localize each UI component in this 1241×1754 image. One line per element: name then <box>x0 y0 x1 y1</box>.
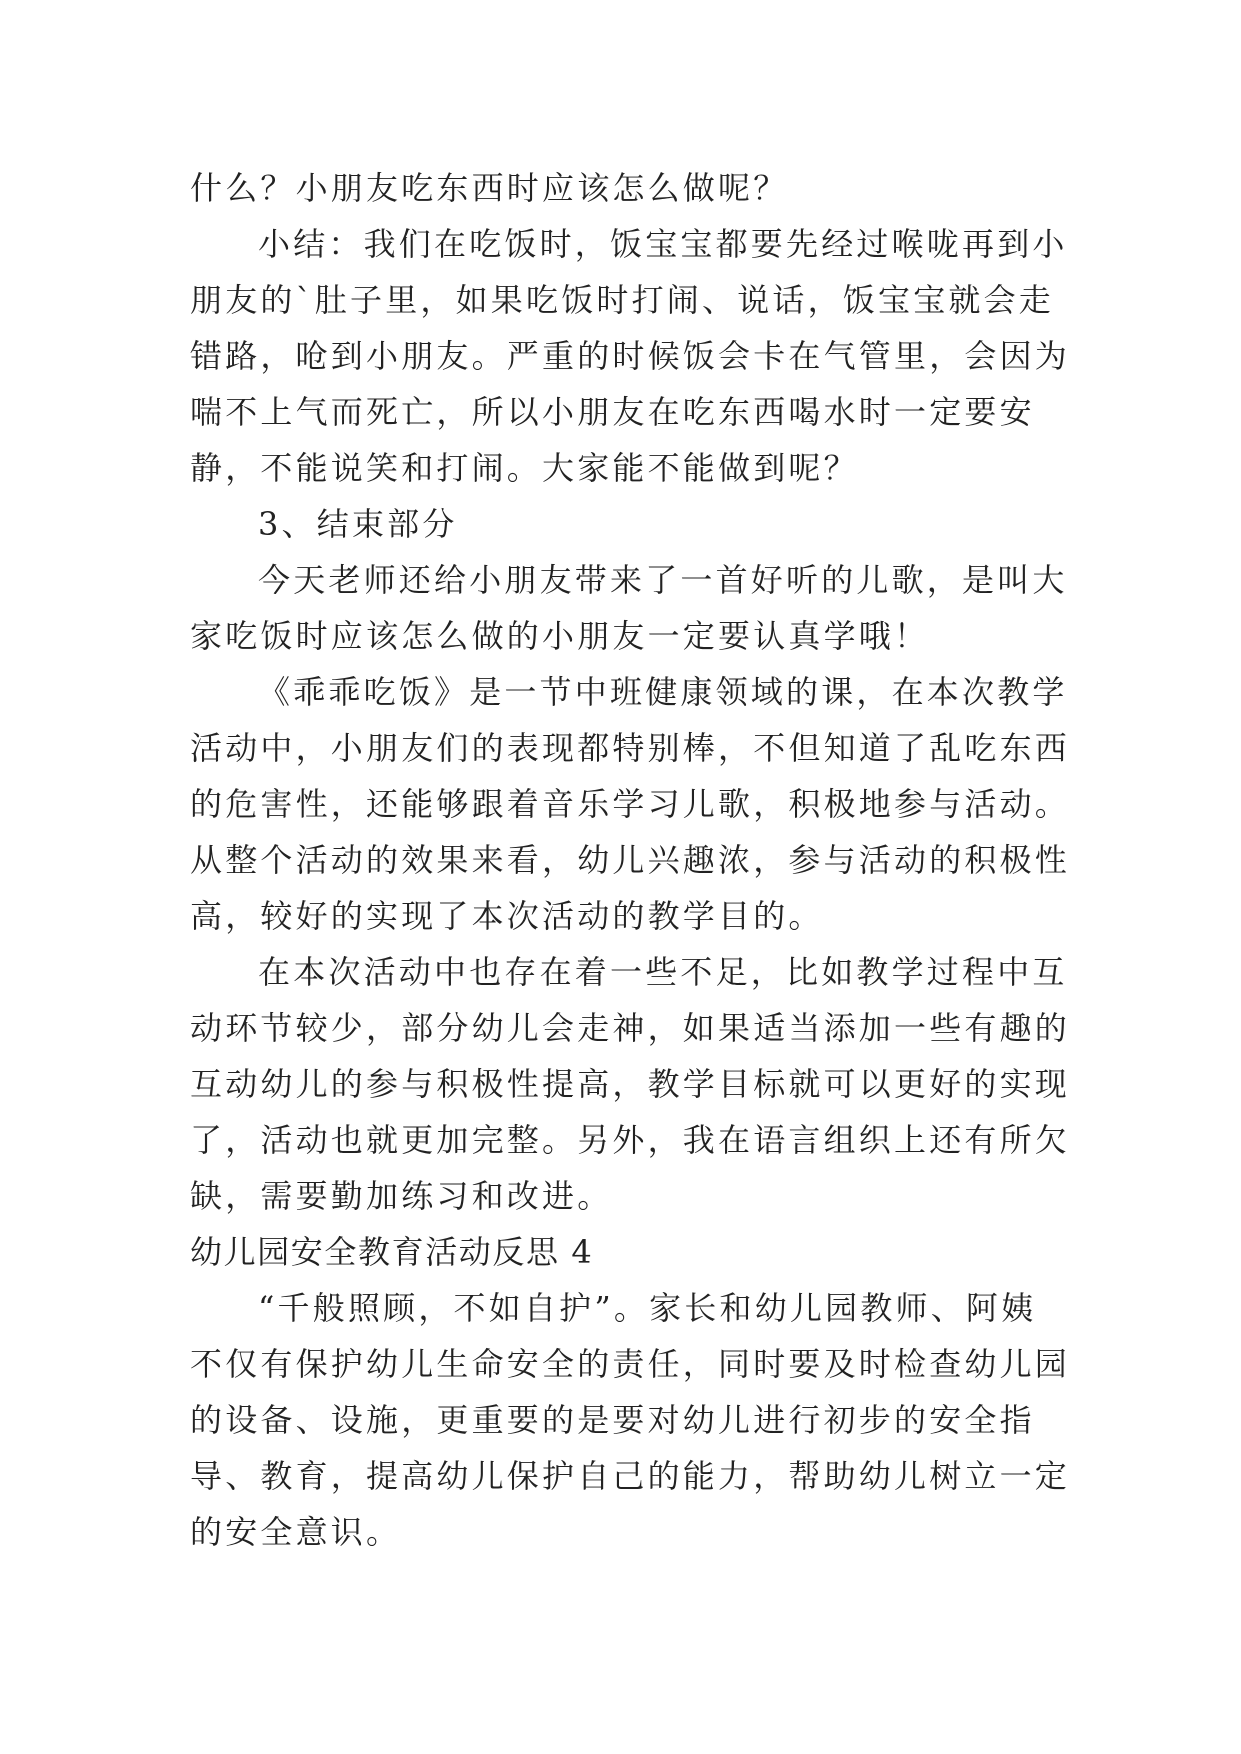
section-heading-ending: 3、结束部分 <box>258 505 458 543</box>
paragraph-continuation: 什么？小朋友吃东西时应该怎么做呢？ <box>190 169 789 207</box>
section-title: 幼儿园安全教育活动反思 4 <box>190 1233 594 1271</box>
paragraph-safety-intro: “千般照顾，不如自护”。家长和幼儿园教师、阿姨不仅有保护幼儿生命安全的责任，同时要及时检查幼儿园的设备、设施，更重要的是要对幼儿进行初步的安全指导、教育，提高幼儿保护自己的能力，帮助幼儿树立一定的安全意识。 <box>190 1289 1071 1551</box>
paragraph-summary: 小结：我们在吃饭时，饭宝宝都要先经过喉咙再到小朋友的`肚子里，如果吃饭时打闹、说话，饭宝宝就会走错路，呛到小朋友。严重的时候饭会卡在气管里，会因为喘不上气而死亡，所以小朋友在吃东西喝水时一定要安静，不能说笑和打闹。大家能不能做到呢？ <box>190 225 1071 487</box>
document-body <box>190 160 1070 1560</box>
paragraph-song: 今天老师还给小朋友带来了一首好听的儿歌，是叫大家吃饭时应该怎么做的小朋友一定要认真学哦！ <box>190 561 1068 655</box>
paragraph-shortcomings: 在本次活动中也存在着一些不足，比如教学过程中互动环节较少，部分幼儿会走神，如果适当添加一些有趣的互动幼儿的参与积极性提高，教学目标就可以更好的实现了，活动也就更加完整。另外，我在语言组织上还有所欠缺，需要勤加练习和改进。 <box>190 953 1071 1215</box>
paragraph-reflection: 《乖乖吃饭》是一节中班健康领域的课，在本次教学活动中，小朋友们的表现都特别棒，不但知道了乱吃东西的危害性，还能够跟着音乐学习儿歌，积极地参与活动。从整个活动的效果来看，幼儿兴趣浓，参与活动的积极性高，较好的实现了本次活动的教学目的。 <box>190 673 1071 935</box>
